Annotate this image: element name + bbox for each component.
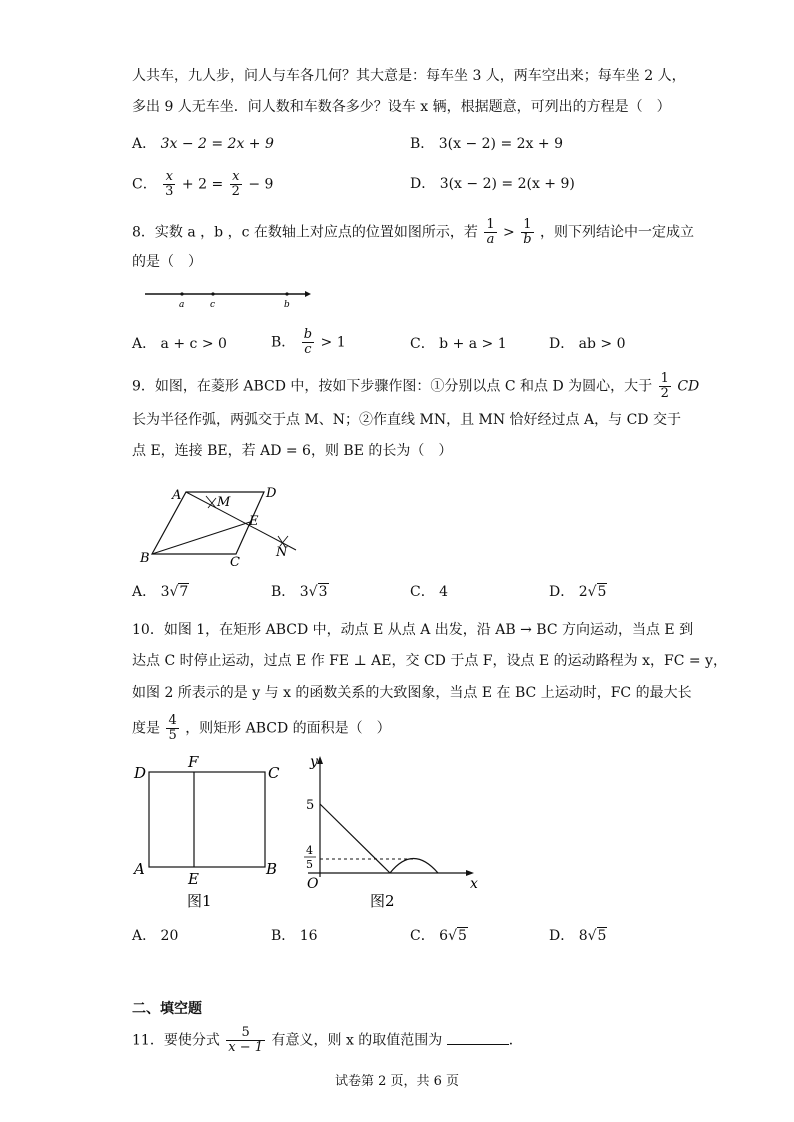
svg-text:5: 5 [306,798,315,813]
q9-option-c[interactable]: C． 4 [410,584,449,600]
line-mn [186,492,296,550]
number-line-label-b: b [284,300,290,310]
number-line-figure [140,286,320,310]
q10-line-2: 达点 C 时停止运动，过点 E 作 FE ⊥ AE，交 CD 于点 F，设点 E 的运动路程为 x，FC = y， [132,653,727,669]
svg-text:N: N [276,545,288,560]
number-line-label-a: a [179,300,185,310]
graph-arc [390,859,438,874]
q7-option-b[interactable]: B． 3(x − 2) = 2x + 9 [410,136,563,152]
q10-line-3: 如图 2 所表示的是 y 与 x 的函数关系的大致图象，当点 E 在 BC 上运动时，FC 的最大长 [132,685,692,701]
svg-text:D: D [134,764,147,782]
graph-line-segment [320,804,390,873]
page-footer: 试卷第 2 页，共 6 页 [334,1074,460,1089]
number-line-label-c: c [210,300,216,310]
number-line-arrow-icon [305,291,311,297]
q7-option-a-text: 3x − 2 = 2x + 9 [160,136,274,152]
q8-option-c[interactable]: C． b + a > 1 [410,336,507,352]
q9-option-b[interactable]: B． 3√3 [271,584,328,600]
svg-text:E: E [249,514,259,529]
q10-option-b[interactable]: B． 16 [271,928,318,944]
svg-text:M: M [217,495,231,510]
svg-text:y: y [310,754,318,770]
q7-line-2: 多出 9 人无车坐．问人数和车数各多少？设车 x 辆，根据题意，可列出的方程是（ ） [132,99,671,115]
svg-text:C: C [268,764,280,782]
q8-frac-1b: $\frac{1}{b}$ [523,217,532,247]
q8-option-d[interactable]: D． ab > 0 [549,336,626,352]
svg-text:C: C [230,555,240,570]
arc-mark-m [206,496,216,508]
q7-option-c[interactable]: C． $\frac{x}{3}$ + 2 = $\frac{x}{2}$ − 9 [132,169,274,199]
rectangle-figure-1 [130,752,290,912]
svg-text:4: 4 [306,844,313,857]
q9-line-3: 点 E，连接 BE，若 AD = 6，则 BE 的长为（ ） [132,443,453,459]
q7-c-frac-2: $\frac{x}{2}$ [231,169,240,199]
q10-option-a[interactable]: A． 20 [132,928,179,944]
rhombus-figure [136,480,316,570]
q9-option-a[interactable]: A． 3√7 [132,584,189,600]
q8-line-2: 的是（ ） [132,254,202,270]
figure-2-caption: 图2 [370,892,395,910]
svg-text:5: 5 [306,858,313,871]
q7-option-b-text: 3(x − 2) = 2x + 9 [438,136,563,152]
svg-text:F: F [188,753,199,771]
q9-option-d[interactable]: D． 2√5 [549,584,607,600]
q10-four-fifths: $\frac{4}{5}$ [168,713,177,743]
q11-answer-blank[interactable] [447,1030,509,1045]
q10-option-c[interactable]: C． 6√5 [410,928,467,944]
svg-text:B: B [140,551,150,566]
q8-frac-1a: $\frac{1}{a}$ [486,217,495,247]
q8-b-frac: $\frac{b}{c}$ [303,327,313,357]
figure-1-caption: 图1 [187,892,212,910]
q8-option-a[interactable]: A． a + c > 0 [132,336,227,352]
q7-option-d-text: 3(x − 2) = 2(x + 9) [439,176,575,192]
svg-text:x: x [470,876,478,892]
function-graph-figure-2 [298,752,488,912]
section-title-fill-in: 二、填空题 [132,1001,202,1017]
svg-text:A: A [134,860,145,878]
q10-line-1: 10．如图 1，在矩形 ABCD 中，动点 E 从点 A 出发，沿 AB → BC 方向运动，当点 E 到 [132,622,694,638]
svg-text:B: B [266,860,278,878]
svg-text:O: O [307,876,319,892]
svg-text:D: D [266,486,277,501]
svg-text:A: A [172,488,182,503]
q7-option-a[interactable]: A． 3x − 2 = 2x + 9 [132,136,274,152]
rectangle-abcd [149,772,265,867]
q10-option-d[interactable]: D． 8√5 [549,928,607,944]
q7-c-frac-1: $\frac{x}{3}$ [165,169,174,199]
q11-frac: $\frac{5}{x - 1}$ [228,1025,264,1055]
q9-line-1: 9．如图，在菱形 ABCD 中，按如下步骤作图：①分别以点 C 和点 D 为圆心，大于 $\frac{1}{2}$ CD [132,371,700,401]
q7-line-1: 人共车，九人步，问人与车各几何？其大意是：每车坐 3 人，两车空出来；每车坐 2 人， [132,68,686,84]
svg-text:E: E [188,870,199,888]
q8-line-1: 8．实数 a ，b ，c 在数轴上对应点的位置如图所示，若 $\frac{1}{a}$ > $\frac{1}{b}$ ，则下列结论中一定成立 [132,217,695,247]
q9-line-2: 长为半径作弧，两弧交于点 M、N；②作直线 MN，且 MN 恰好经过点 A，与 CD 交于 [132,412,681,428]
q11-line: 11．要使分式 $\frac{5}{x - 1}$ 有意义，则 x 的取值范围为 ． [132,1025,523,1055]
q10-line-4: 度是 $\frac{4}{5}$ ，则矩形 ABCD 的面积是（ ） [132,713,391,743]
q9-half-frac: $\frac{1}{2}$ [660,371,669,401]
q7-option-d[interactable]: D． 3(x − 2) = 2(x + 9) [410,176,575,192]
q8-option-b[interactable]: B． $\frac{b}{c}$ > 1 [271,327,346,357]
